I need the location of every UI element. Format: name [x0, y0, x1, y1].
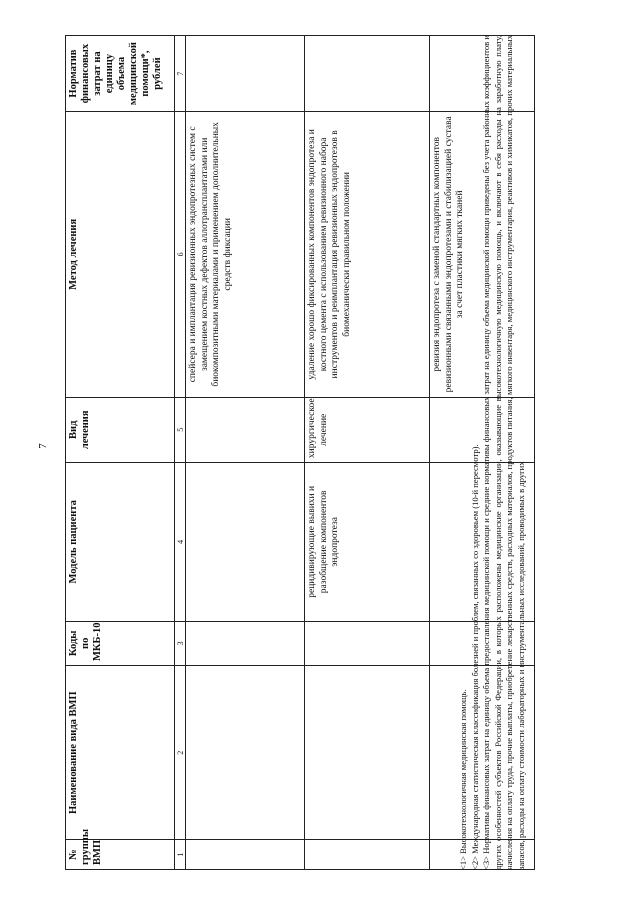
header-row [66, 36, 175, 870]
cell-treatment [186, 397, 305, 463]
header-treatment: Вид лечения [66, 397, 175, 463]
cell-codes [305, 621, 430, 665]
column-number: 7 [175, 36, 186, 112]
header-codes: Коды по МКБ-10 [66, 621, 175, 665]
column-number-row [175, 36, 186, 870]
cell-cost [186, 36, 305, 112]
column-number: 3 [175, 621, 186, 665]
cell-method: спейсера и имплантация ревизионных эндопротезных систем с замещением костных дефектов аллотрансплантатами или биокомпозитными материалами и применением дополнительных средств фиксации [186, 112, 305, 397]
column-number: 5 [175, 397, 186, 463]
cell-name [305, 666, 430, 840]
column-number: 2 [175, 666, 186, 840]
column-number: 1 [175, 840, 186, 870]
cell-group [186, 840, 305, 870]
footnote: <2> Международная статистическая классификация болезней и проблем, связанных со здоровьем (10-й пересмотр). [469, 444, 480, 870]
cell-name [186, 666, 305, 840]
table-row [305, 36, 430, 870]
cell-model: рецидивирующие вывихи и разобщение компонентов эндопротеза [305, 463, 430, 622]
cell-model [186, 463, 305, 622]
rotated-page [65, 35, 625, 870]
cell-group [305, 840, 430, 870]
header-cost: Норматив финансовых затрат на единицу объема медицинской помощи*, рублей [66, 36, 175, 112]
header-group: № группы ВМП [66, 840, 175, 870]
header-name: Наименование вида ВМП [66, 666, 175, 840]
cell-codes [186, 621, 305, 665]
header-model: Модель пациента [66, 463, 175, 622]
column-number: 6 [175, 112, 186, 397]
column-number: 4 [175, 463, 186, 622]
cell-method: ревизия эндопротеза с заменой стандартных компонентов ревизионными связанными эндопротезами и стабилизацией сустава за счет пластики мягких тканей [430, 112, 535, 397]
footnote: <3> Нормативы финансовых затрат на единицу объема предоставления медицинской помощи и средние нормативы финансовых затрат на единицу объема медицинской помощи приведены без учета районных коэффициентов и других особенностей субъектов Российской Федерации, в которых расположены медицинские организации, оказывающие высокотехнологичную медицинскую помощь, и включают в себя расходы на заработную плату, начисления на оплату труда, прочие выплаты, приобретение лекарственных средств, расходных материалов, продуктов питания, мягкого инвентаря, медицинского инструментария, реактивов и химикатов, прочих материальных запасов, расходы на оплату стоимости лабораторных и инструментальных исследований, проводимых в других [481, 35, 526, 870]
cell-treatment: хирургическое лечение [305, 397, 430, 463]
header-method: Метод лечения [66, 112, 175, 397]
page-number: 7 [36, 443, 49, 449]
table-row [186, 36, 305, 870]
footnotes [458, 35, 528, 870]
cell-method: удаление хорошо фиксированных компонентов эндопротеза и костного цемента с использованием ревизионного набора инструментов и реимплантация ревизионных эндопротезов в биомеханически правильном положении [305, 112, 430, 397]
footnote: <1> Высокотехнологичная медицинская помощь. [458, 689, 468, 870]
cell-cost [305, 36, 430, 112]
